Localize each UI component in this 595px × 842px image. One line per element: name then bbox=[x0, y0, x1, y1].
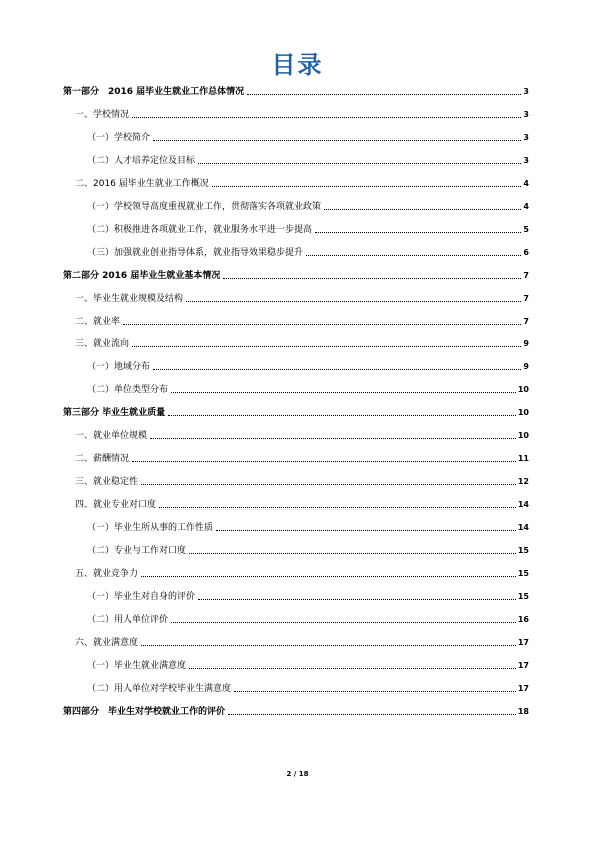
toc-entry[interactable] bbox=[63, 543, 529, 557]
toc-entry-page: 3 bbox=[523, 155, 529, 165]
toc-entry-title: （一）学校领导高度重视就业工作，贯彻落实各项就业政策 bbox=[87, 201, 322, 212]
toc-dot-leader bbox=[212, 185, 522, 187]
toc-dot-leader bbox=[171, 391, 516, 393]
toc-entry[interactable] bbox=[63, 635, 529, 649]
toc-dot-leader bbox=[132, 345, 521, 347]
toc-entry-title: 一、学校情况 bbox=[75, 109, 130, 120]
toc-dot-leader bbox=[159, 506, 516, 508]
toc-entry-title: 第二部分 2016 届毕业生就业基本情况 bbox=[63, 270, 221, 281]
toc-entry-page: 15 bbox=[517, 546, 529, 555]
toc-dot-leader bbox=[153, 368, 521, 370]
toc-entry[interactable] bbox=[63, 268, 529, 282]
toc-entry[interactable] bbox=[63, 474, 529, 488]
toc-dot-leader bbox=[306, 254, 521, 256]
toc-entry-page: 17 bbox=[517, 660, 529, 670]
toc-entry[interactable] bbox=[63, 176, 529, 190]
toc-entry-page: 5 bbox=[523, 224, 529, 234]
toc-entry-title: 三、就业流向 bbox=[75, 339, 130, 350]
toc-entry-title: （一）毕业生所从事的工作性质 bbox=[87, 523, 214, 534]
toc-entry-title: 一、毕业生就业规模及结构 bbox=[75, 293, 184, 304]
toc-dot-leader bbox=[141, 644, 516, 646]
toc-dot-leader bbox=[198, 598, 516, 600]
toc-entry-page: 10 bbox=[517, 385, 529, 395]
toc-entry[interactable] bbox=[63, 589, 529, 603]
toc-entry-title: 二、2016 届毕业生就业工作概况 bbox=[75, 178, 209, 189]
toc-entry[interactable] bbox=[63, 451, 529, 465]
toc-entry-page: 17 bbox=[517, 683, 529, 693]
toc-entry-page: 10 bbox=[517, 431, 529, 441]
toc-entry-page: 14 bbox=[517, 500, 529, 510]
toc-dot-leader bbox=[324, 208, 521, 210]
toc-entry-title: （二）用人单位评价 bbox=[87, 614, 169, 625]
toc-dot-leader bbox=[189, 667, 516, 669]
toc-entry-title: （一）毕业生对自身的评价 bbox=[87, 591, 196, 602]
toc-entry[interactable] bbox=[63, 681, 529, 695]
toc-entry-page: 7 bbox=[523, 293, 529, 303]
toc-dot-leader bbox=[141, 575, 516, 577]
toc-entry[interactable] bbox=[63, 497, 529, 511]
toc-entry-page: 17 bbox=[517, 637, 529, 647]
toc-entry-title: 四、就业专业对口度 bbox=[75, 500, 157, 511]
toc-entry[interactable] bbox=[63, 222, 529, 236]
toc-entry-title: （二）人才培养定位及目标 bbox=[87, 155, 196, 166]
toc-entry-page: 11 bbox=[517, 454, 529, 464]
toc-dot-leader bbox=[141, 483, 516, 485]
toc-entry[interactable] bbox=[63, 291, 529, 305]
toc-entry-page: 6 bbox=[523, 247, 529, 257]
toc-entry-page: 9 bbox=[523, 339, 529, 349]
toc-entry-page: 16 bbox=[517, 614, 529, 624]
page-title: 目录 bbox=[271, 51, 324, 79]
toc-dot-leader bbox=[171, 621, 516, 623]
toc-dot-leader bbox=[123, 323, 521, 325]
toc-entry-title: 六、就业满意度 bbox=[75, 637, 139, 648]
toc-dot-leader bbox=[132, 116, 521, 118]
toc-entry-page: 15 bbox=[517, 568, 529, 578]
toc-entry[interactable] bbox=[63, 153, 529, 167]
toc-entry-title: 五、就业竞争力 bbox=[75, 568, 139, 579]
toc-entry-title: 第一部分 2016 届毕业生就业工作总体情况 bbox=[63, 87, 245, 97]
toc-dot-leader bbox=[234, 690, 516, 692]
page-number: 2 / 18 bbox=[286, 770, 309, 778]
toc-entry[interactable] bbox=[63, 130, 529, 144]
toc-entry-page: 3 bbox=[523, 132, 529, 142]
toc-entry[interactable] bbox=[63, 658, 529, 672]
toc-entry-page: 9 bbox=[523, 362, 529, 372]
toc-entry-title: 三、就业稳定性 bbox=[75, 477, 139, 488]
toc-dot-leader bbox=[189, 552, 516, 554]
toc-dot-leader bbox=[223, 277, 521, 279]
toc-entry-title: （一）学校简介 bbox=[87, 132, 151, 143]
toc-entry-title: （二）用人单位对学校毕业生满意度 bbox=[87, 683, 232, 694]
toc-dot-leader bbox=[150, 437, 516, 439]
toc-entry[interactable] bbox=[63, 107, 529, 121]
toc-dot-leader bbox=[247, 93, 521, 95]
toc-entry[interactable] bbox=[63, 428, 529, 442]
toc-entry[interactable] bbox=[63, 405, 529, 419]
toc-dot-leader bbox=[153, 139, 521, 141]
toc-entry-title: （一）地域分布 bbox=[87, 362, 151, 373]
toc-entry[interactable] bbox=[63, 382, 529, 396]
toc-entry[interactable] bbox=[63, 704, 529, 718]
toc-entry[interactable] bbox=[63, 314, 529, 328]
toc-dot-leader bbox=[228, 713, 516, 715]
toc-entry-page: 12 bbox=[517, 477, 529, 487]
toc-entry[interactable] bbox=[63, 359, 529, 373]
toc-dot-leader bbox=[168, 414, 516, 416]
toc-entry-title: （二）单位类型分布 bbox=[87, 385, 169, 396]
toc-entry-page: 7 bbox=[523, 316, 529, 326]
toc-entry-page: 15 bbox=[517, 591, 529, 601]
toc-entry-title: 二、薪酬情况 bbox=[75, 454, 130, 465]
toc-entry[interactable] bbox=[63, 199, 529, 213]
toc-entry-page: 3 bbox=[523, 109, 529, 119]
toc-entry-title: 二、就业率 bbox=[75, 316, 121, 327]
toc-entry-title: 第三部分 毕业生就业质量 bbox=[63, 408, 166, 419]
toc-entry[interactable] bbox=[63, 336, 529, 350]
toc-entry-page: 4 bbox=[523, 201, 529, 211]
toc-dot-leader bbox=[216, 529, 516, 531]
toc-entry-page: 3 bbox=[523, 87, 529, 96]
toc-entry-title: （三）加强就业创业指导体系，就业指导效果稳步提升 bbox=[87, 247, 304, 258]
toc-entry-title: 一、就业单位规模 bbox=[75, 431, 148, 442]
toc-entry-title: （二）积极推进各项就业工作，就业服务水平进一步提高 bbox=[87, 224, 313, 235]
toc-entry-page: 18 bbox=[517, 706, 529, 716]
toc-dot-leader bbox=[186, 300, 521, 302]
toc-entry[interactable] bbox=[63, 566, 529, 580]
toc-entry-title: （一）毕业生就业满意度 bbox=[87, 660, 187, 671]
toc-dot-leader bbox=[315, 231, 521, 233]
toc-entry[interactable] bbox=[63, 84, 529, 98]
toc-entry-page: 14 bbox=[517, 523, 529, 533]
toc-entry-page: 10 bbox=[517, 408, 529, 418]
toc-entry[interactable] bbox=[63, 245, 529, 259]
toc-entry[interactable] bbox=[63, 520, 529, 534]
toc-dot-leader bbox=[198, 162, 521, 164]
toc-entry-page: 7 bbox=[523, 270, 529, 280]
toc-entry[interactable] bbox=[63, 612, 529, 626]
toc-entry-title: （二）专业与工作对口度 bbox=[87, 546, 187, 556]
toc-dot-leader bbox=[132, 460, 516, 462]
toc-entry-title: 第四部分 毕业生对学校就业工作的评价 bbox=[63, 706, 226, 717]
toc-entry-page: 4 bbox=[523, 178, 529, 188]
